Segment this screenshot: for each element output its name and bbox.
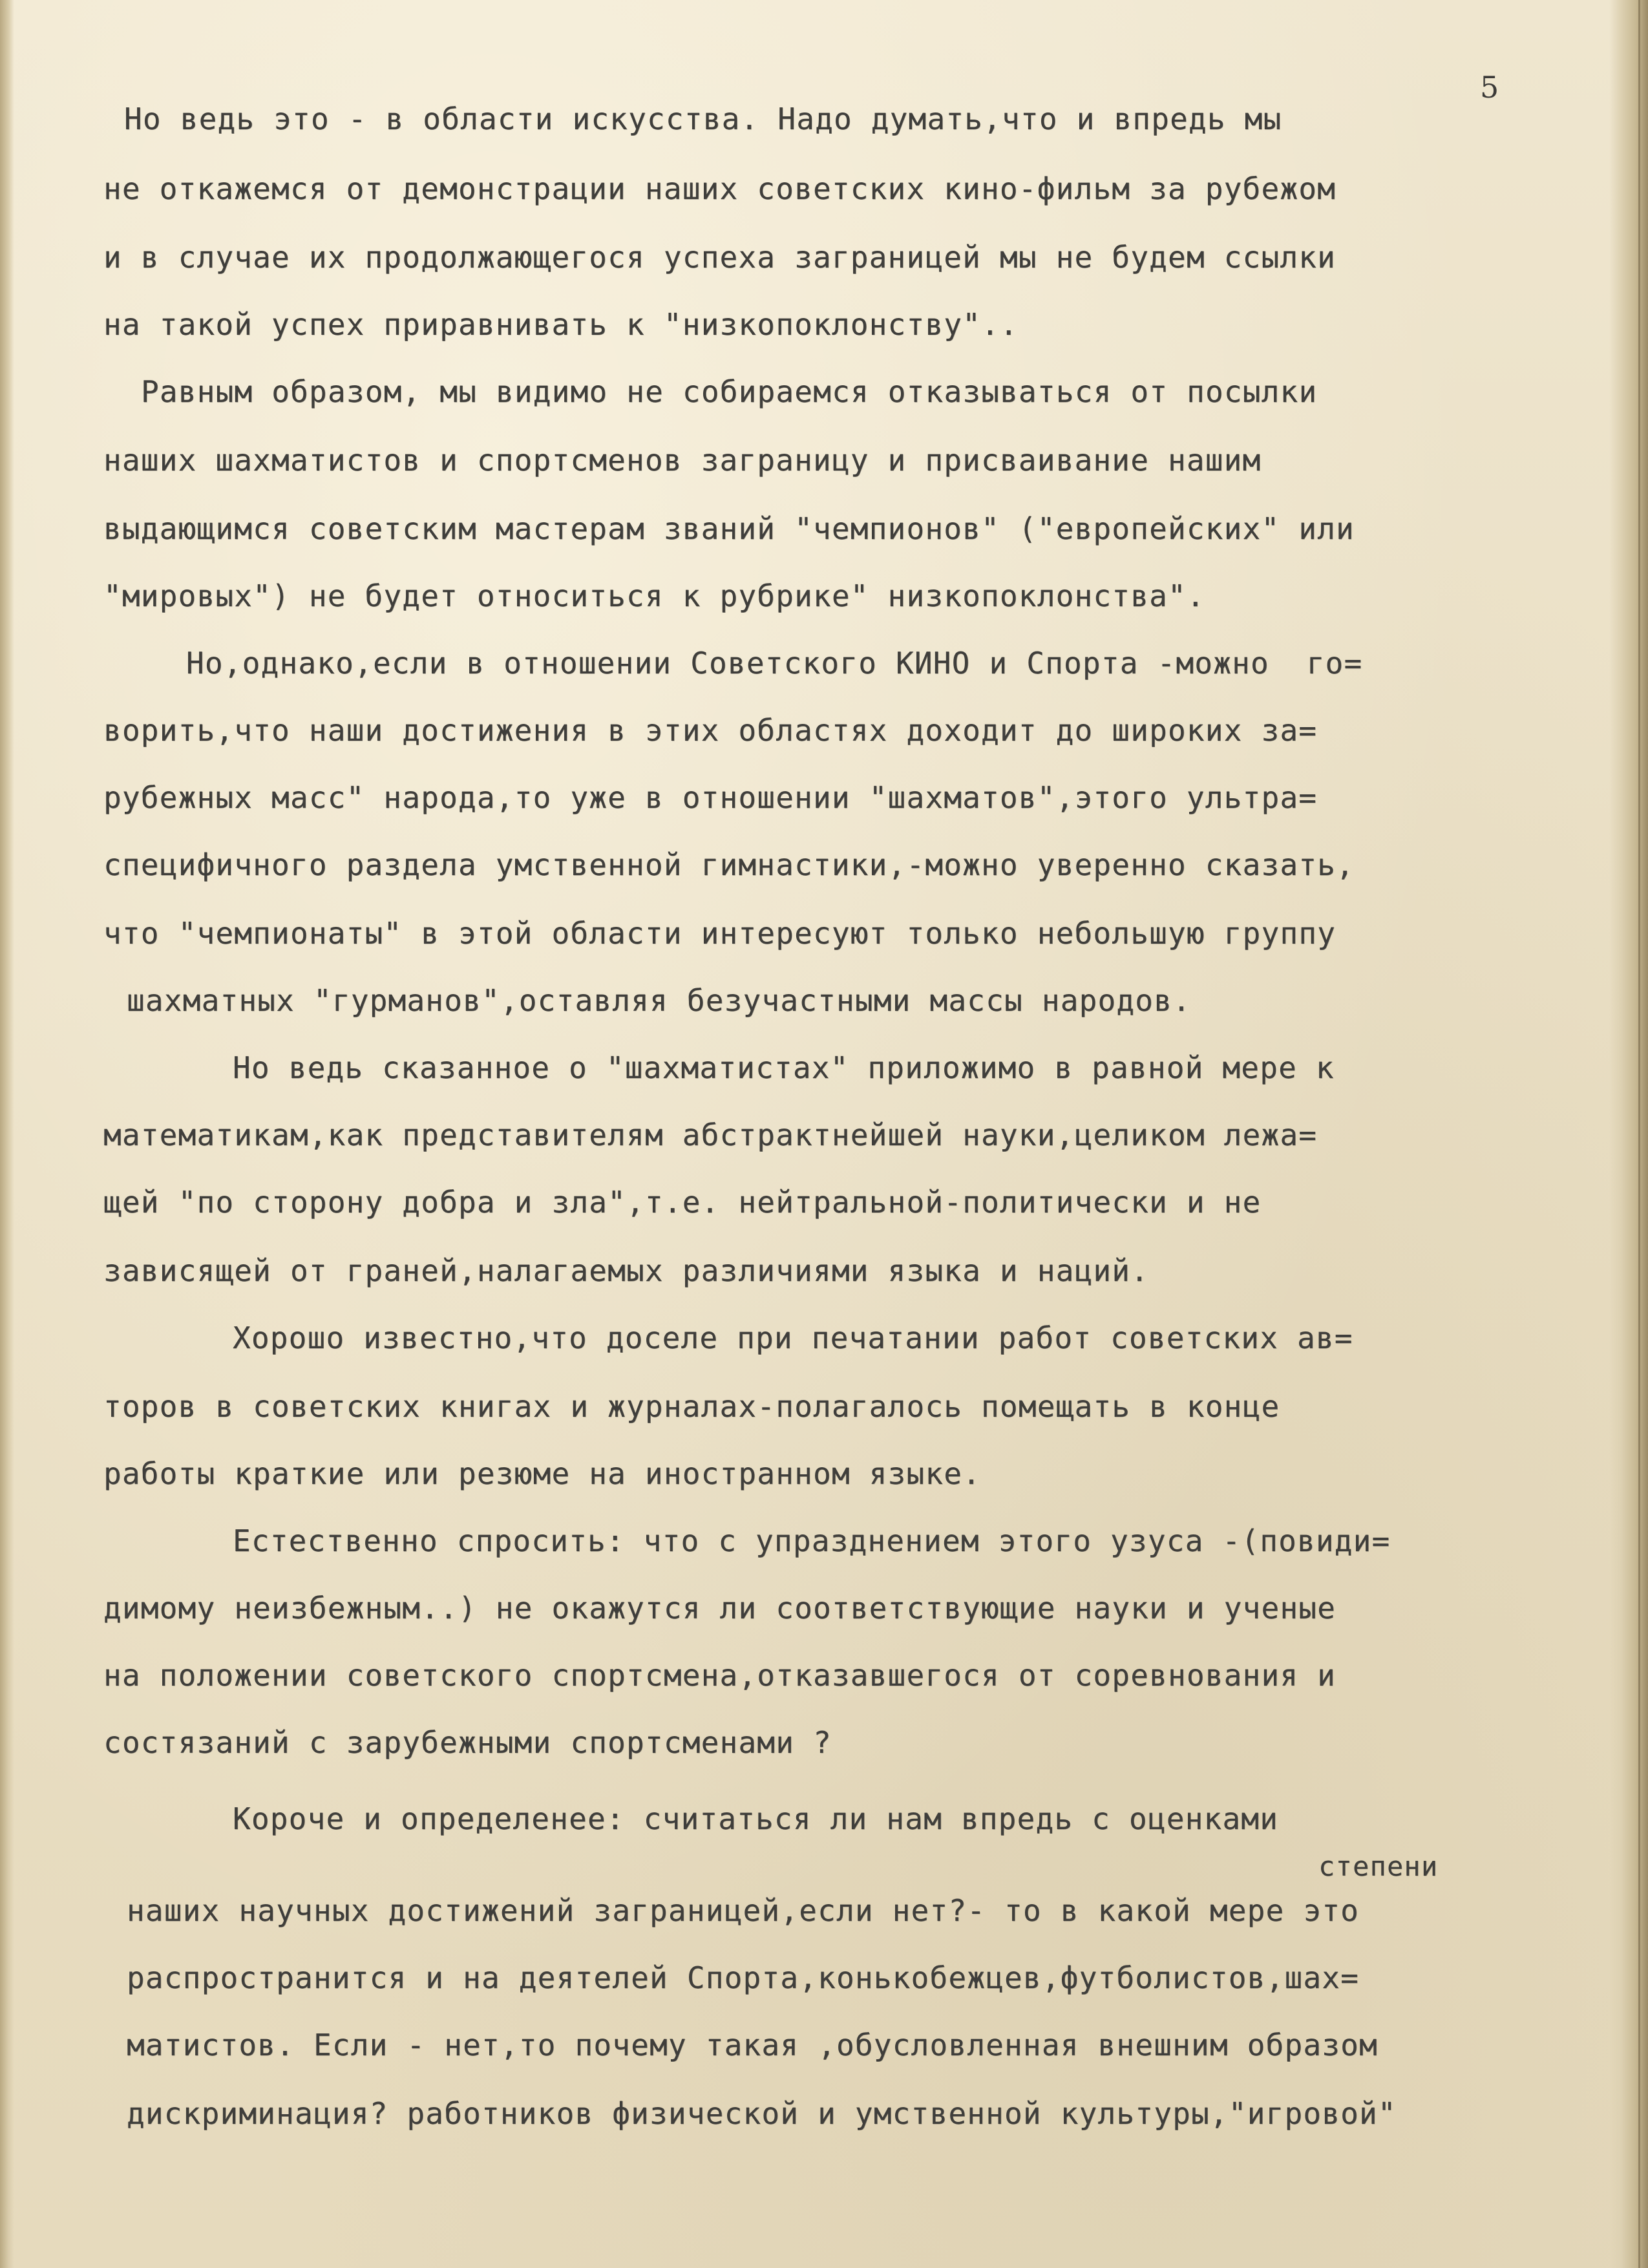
text-line: зависящей от граней,налагаемых различиями языка и наций.	[103, 1253, 1150, 1288]
text-line: работы краткие или резюме на иностранном языке.	[103, 1456, 982, 1491]
inserted-word: степени	[1318, 1850, 1439, 1882]
text-line: рубежных масс" народа,то уже в отношении "шахматов",этого ультра=	[103, 780, 1318, 815]
page-number: 5	[1480, 70, 1499, 105]
text-line: наших научных достижений заграницей,если нет?- то в какой мере это	[127, 1893, 1360, 1928]
text-line: Но,однако,если в отношении Советского КИНО и Спорта -можно го=	[186, 646, 1363, 681]
text-line: выдающимся советским мастерам званий "чемпионов" ("европейских" или	[103, 511, 1355, 546]
text-line: Но ведь это - в области искусства. Надо думать,что и впредь мы	[124, 101, 1282, 136]
text-line: Хорошо известно,что доселе при печатании работ советских ав=	[233, 1320, 1353, 1355]
paper-fold-crease	[1638, 0, 1640, 2268]
text-line: матистов. Если - нет,то почему такая ,обусловленная внешним образом	[127, 2028, 1378, 2062]
text-line: распространится и на деятелей Спорта,конькобежцев,футболистов,шах=	[127, 1960, 1360, 1995]
text-line: Равным образом, мы видимо не собираемся отказываться от посылки	[141, 374, 1318, 409]
text-line: шахматных "гурманов",оставляя безучастными массы народов.	[127, 983, 1191, 1018]
text-line: и в случае их продолжающегося успеха заграницей мы не будем ссылки	[103, 240, 1336, 275]
text-line: дискриминация? работников физической и умственной культуры,"игровой"	[127, 2096, 1397, 2131]
text-line: не откажемся от демонстрации наших советских кино-фильм за рубежом	[103, 171, 1336, 206]
paper-left-edge	[0, 0, 14, 2268]
text-line: ворить,что наши достижения в этих областях доходит до широких за=	[103, 713, 1318, 748]
text-line: на положении советского спортсмена,отказавшегося от соревнования и	[103, 1658, 1336, 1693]
text-line: наших шахматистов и спортсменов заграницу и присваивание нашим	[103, 443, 1262, 478]
text-line: Короче и определенее: считаться ли нам впредь с оценками	[233, 1801, 1279, 1836]
text-line: что "чемпионаты" в этой области интересуют только небольшую группу	[103, 916, 1336, 951]
text-line: Но ведь сказанное о "шахматистах" приложимо в равной мере к	[233, 1050, 1335, 1085]
text-line: торов в советских книгах и журналах-полагалось помещать в конце	[103, 1389, 1280, 1424]
text-line: димому неизбежным..) не окажутся ли соответствующие науки и ученые	[103, 1591, 1336, 1626]
text-line: специфичного раздела умственной гимнастики,-можно уверенно сказать,	[103, 847, 1355, 882]
text-line: "мировых") не будет относиться к рубрике" низкопоклонства".	[103, 578, 1205, 613]
text-line: математикам,как представителям абстрактнейшей науки,целиком лежа=	[103, 1118, 1318, 1152]
text-line: на такой успех приравнивать к "низкопоклонству"..	[103, 307, 1019, 342]
text-line: Естественно спросить: что с упразднением этого узуса -(повиди=	[233, 1523, 1391, 1558]
text-line: состязаний с зарубежными спортсменами ?	[103, 1725, 832, 1760]
text-line: щей "по сторону добра и зла",т.е. нейтральной-политически и не	[103, 1185, 1262, 1220]
paper-right-edge	[1609, 0, 1648, 2268]
